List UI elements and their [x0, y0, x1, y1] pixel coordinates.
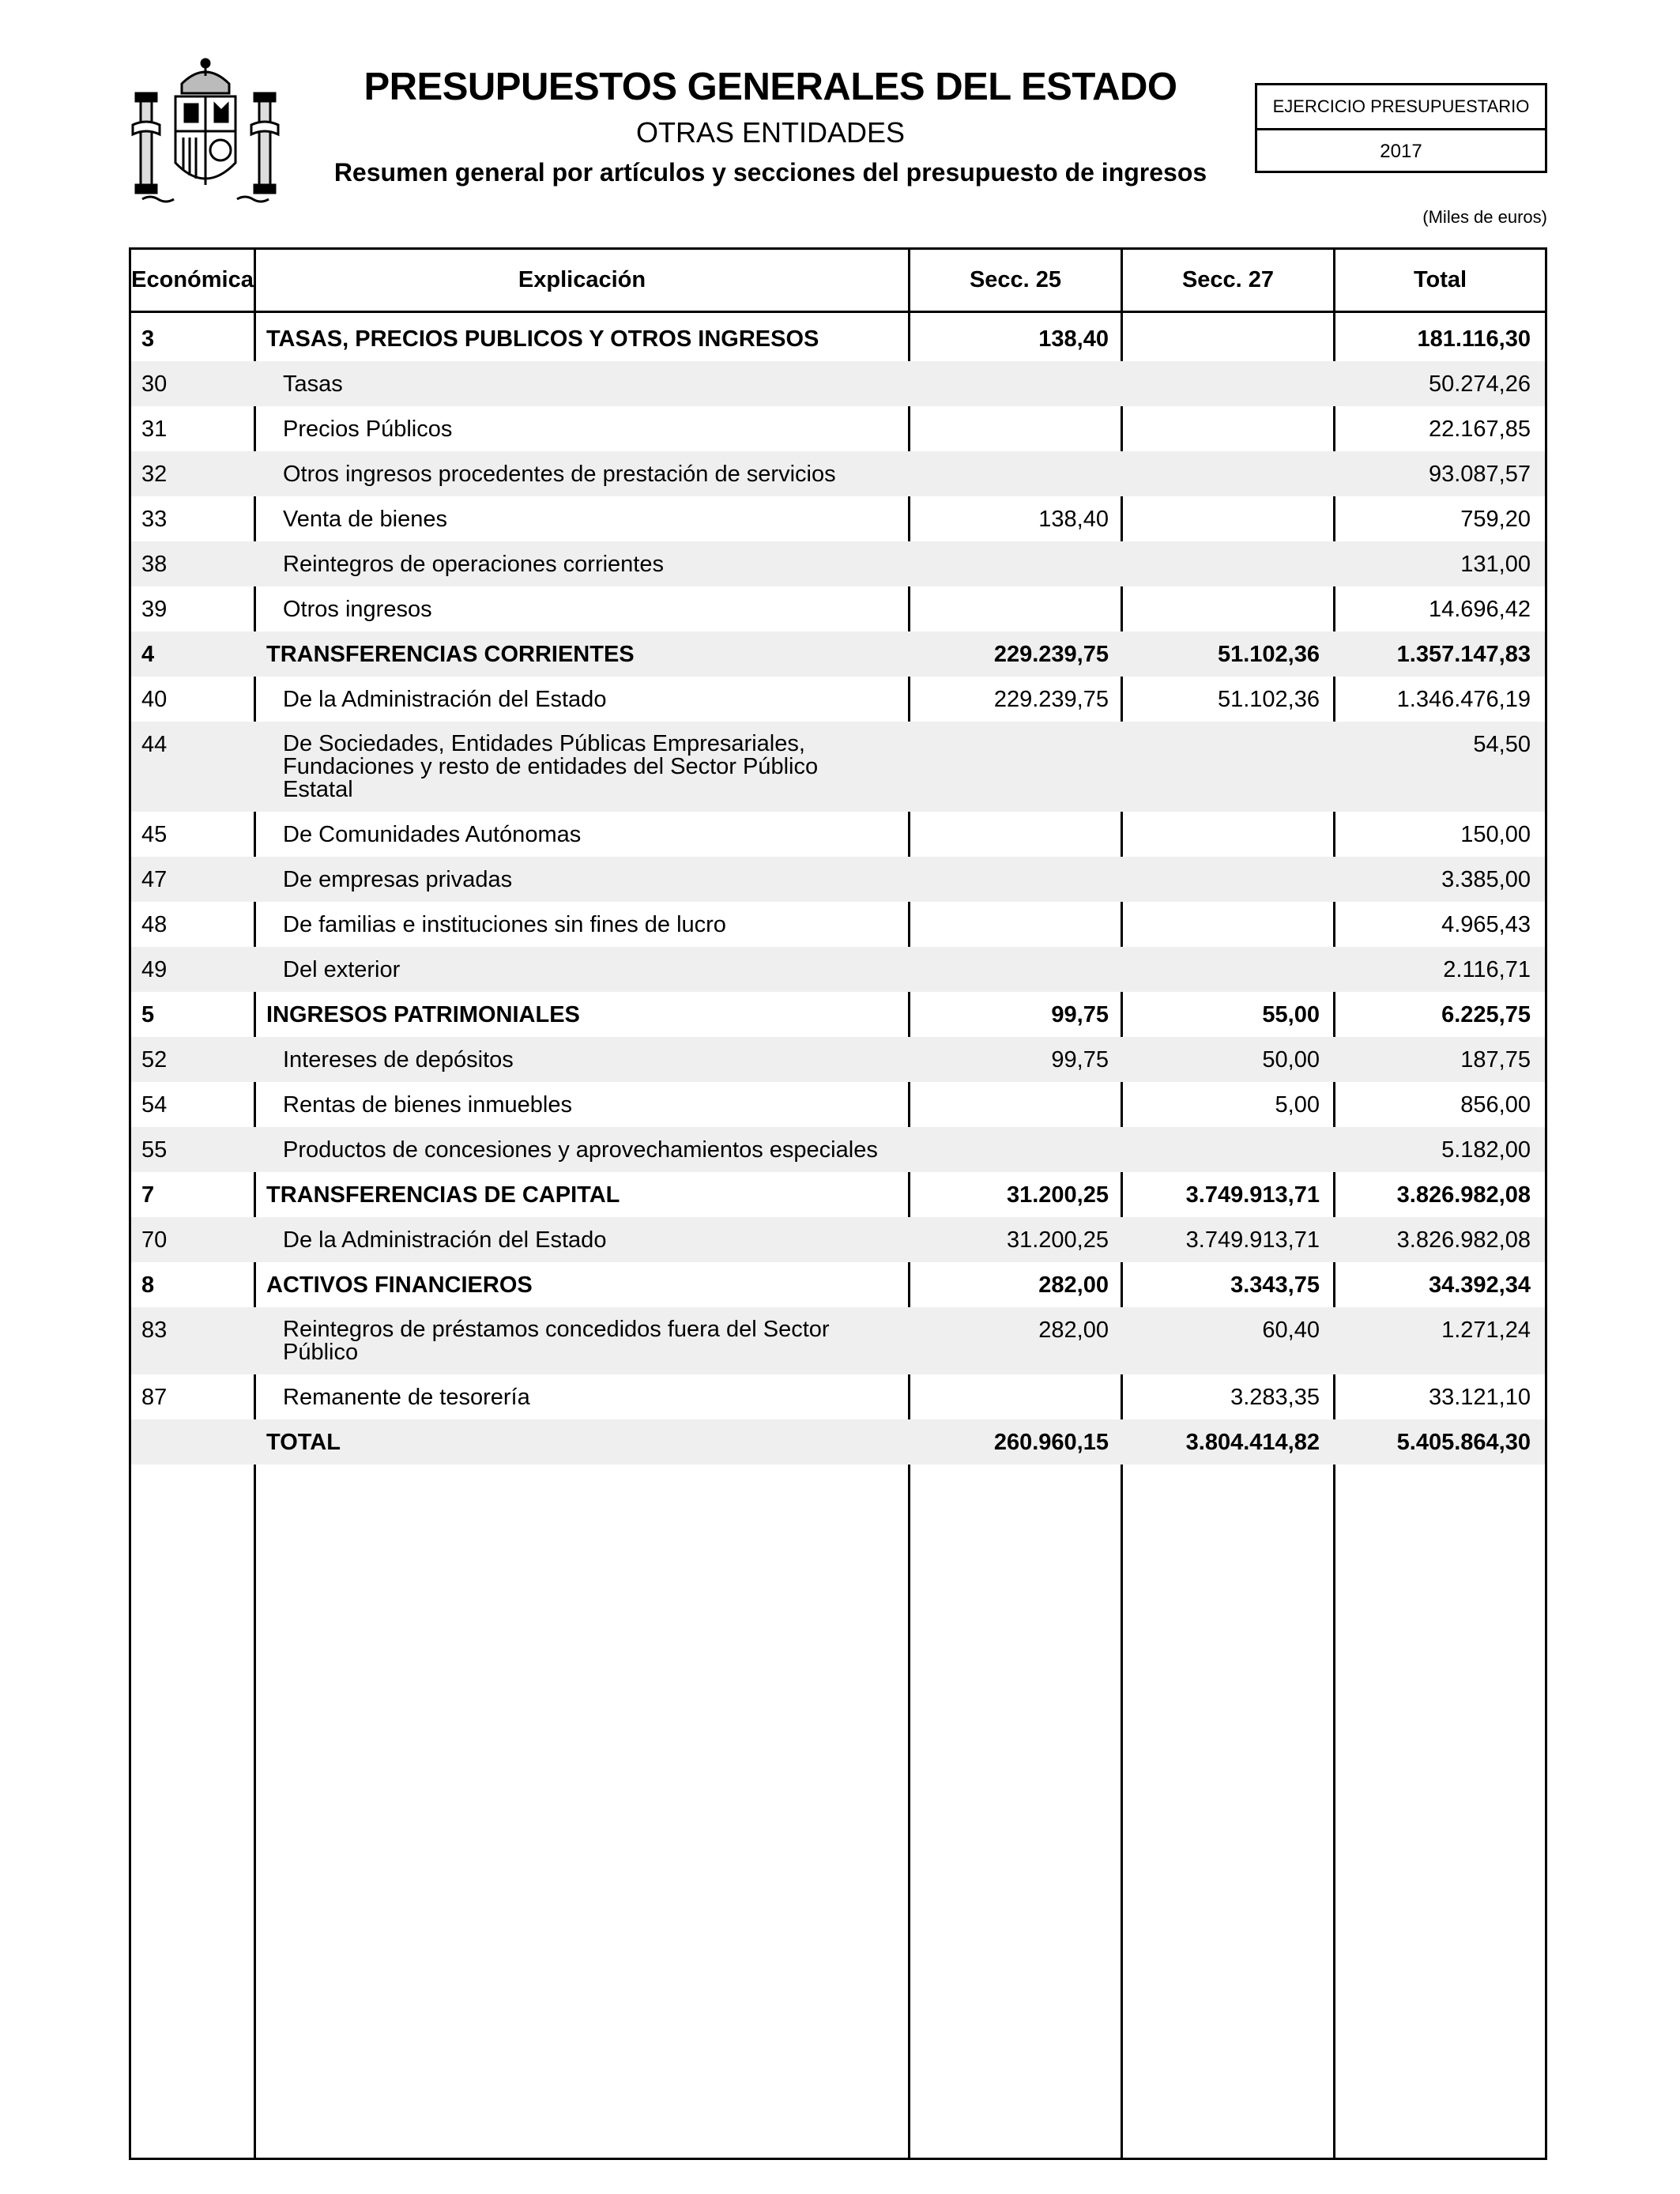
total-value: 1.346.476,19	[1396, 687, 1531, 712]
description	[255, 1307, 908, 1374]
secc25-value: 99,75	[1051, 1047, 1109, 1072]
secc27-value: 60,40	[1262, 1318, 1320, 1343]
secc27-value	[1118, 586, 1329, 631]
economic-code: 54	[141, 1092, 168, 1118]
description: Otros ingresos procedentes de prestación de servicios	[283, 462, 836, 487]
secc27-value: 51.102,36	[1217, 687, 1320, 712]
secc25-value: 138,40	[1038, 507, 1109, 532]
secc27-value	[1118, 857, 1329, 902]
total-value: 54,50	[1473, 732, 1531, 757]
exercise-box	[1255, 83, 1547, 173]
economic-code: 31	[141, 417, 168, 442]
description: Tasas	[283, 371, 343, 397]
secc25-value	[908, 586, 1118, 631]
description-line: Reintegros de préstamos concedidos fuera del Sector	[283, 1317, 830, 1342]
description: Del exterior	[283, 957, 401, 982]
economic-code: 70	[141, 1227, 168, 1253]
table-row	[131, 631, 1545, 677]
description: Productos de concesiones y aprovechamientos especiales	[283, 1137, 878, 1163]
description-line: Público	[283, 1340, 359, 1365]
total-value: 14.696,42	[1428, 597, 1531, 622]
total-value: 2.116,71	[1443, 957, 1531, 982]
column-header-secc27: Secc. 27	[1181, 267, 1275, 292]
secc27-value	[1118, 361, 1329, 406]
secc27-value: 50,00	[1262, 1047, 1320, 1072]
secc25-value: 229.239,75	[993, 642, 1109, 667]
secc27-value	[1118, 1127, 1329, 1172]
table-row	[131, 1307, 1545, 1374]
exercise-year: 2017	[1380, 141, 1422, 162]
secc25-value	[908, 947, 1118, 992]
secc25-value	[908, 541, 1118, 586]
secc27-value: 3.804.414,82	[1185, 1430, 1320, 1455]
table-row	[131, 541, 1545, 586]
description: TOTAL	[266, 1430, 341, 1455]
total-value: 1.357.147,83	[1396, 642, 1531, 667]
total-value: 5.182,00	[1441, 1137, 1531, 1163]
exercise-label: EJERCICIO PRESUPUESTARIO	[1257, 85, 1545, 130]
economic-code: 47	[141, 867, 168, 892]
economic-code: 55	[141, 1137, 168, 1163]
description	[255, 722, 908, 812]
units-label: (Miles de euros)	[1422, 207, 1547, 227]
secc25-value: 31.200,25	[1006, 1182, 1109, 1208]
description: De la Administración del Estado	[283, 687, 607, 712]
economic-code: 5	[141, 1002, 155, 1027]
economic-code: 8	[141, 1272, 155, 1298]
economic-code: 83	[141, 1318, 168, 1343]
description: Venta de bienes	[283, 507, 448, 532]
secc27-value	[1118, 541, 1329, 586]
secc27-value: 3.749.913,71	[1185, 1227, 1320, 1253]
secc27-value: 5,00	[1275, 1092, 1320, 1118]
secc27-value: 3.283,35	[1230, 1385, 1320, 1410]
description: INGRESOS PATRIMONIALES	[266, 1002, 580, 1027]
table-row	[131, 722, 1545, 812]
column-header-economica: Económica	[131, 267, 254, 292]
description: De Comunidades Autónomas	[283, 822, 582, 847]
total-value: 187,75	[1460, 1047, 1531, 1072]
secc25-value: 282,00	[1038, 1318, 1109, 1343]
report-description: Resumen general por artículos y secciones del presupuesto de ingresos	[333, 158, 1207, 187]
description: TRANSFERENCIAS CORRIENTES	[266, 642, 635, 667]
description: Otros ingresos	[283, 597, 432, 622]
total-value: 181.116,30	[1417, 326, 1531, 352]
column-header-explicacion: Explicación	[518, 267, 646, 292]
total-value: 34.392,34	[1428, 1272, 1531, 1298]
secc25-value: 282,00	[1038, 1272, 1109, 1298]
description: TASAS, PRECIOS PUBLICOS Y OTROS INGRESOS	[266, 326, 819, 352]
table-row	[131, 857, 1545, 902]
table-row	[131, 451, 1545, 496]
secc25-value	[908, 361, 1118, 406]
economic-code: 48	[141, 912, 168, 937]
secc27-value	[1118, 406, 1329, 451]
description: Precios Públicos	[283, 417, 453, 442]
description: De empresas privadas	[283, 867, 513, 892]
table-row	[131, 1037, 1545, 1082]
secc27-value: 55,00	[1262, 1002, 1320, 1027]
total-value: 3.826.982,08	[1396, 1227, 1531, 1253]
total-value: 150,00	[1460, 822, 1531, 847]
description: ACTIVOS FINANCIEROS	[266, 1272, 533, 1298]
economic-code: 49	[141, 957, 168, 982]
secc25-value	[908, 1374, 1118, 1419]
table-row	[131, 1262, 1545, 1307]
total-value: 1.271,24	[1441, 1318, 1531, 1343]
secc27-value: 3.749.913,71	[1185, 1182, 1320, 1208]
secc25-value: 31.200,25	[1006, 1227, 1109, 1253]
secc25-value	[908, 406, 1118, 451]
secc27-value	[1118, 812, 1329, 857]
secc25-value: 138,40	[1038, 326, 1109, 352]
description: Reintegros de operaciones corrientes	[283, 552, 664, 577]
description: Intereses de depósitos	[283, 1047, 514, 1072]
table-row	[131, 586, 1545, 631]
economic-code: 30	[141, 371, 168, 397]
table-row	[131, 947, 1545, 992]
table-row	[131, 902, 1545, 947]
table-row	[131, 992, 1545, 1037]
total-value: 33.121,10	[1428, 1385, 1531, 1410]
table-row	[131, 496, 1545, 541]
economic-code: 52	[141, 1047, 168, 1072]
secc27-value	[1118, 722, 1329, 812]
description-line: Fundaciones y resto de entidades del Sector Público	[283, 754, 819, 779]
economic-code: 87	[141, 1385, 168, 1410]
table-row	[131, 316, 1545, 361]
secc25-value	[908, 451, 1118, 496]
secc27-value	[1118, 316, 1329, 361]
secc27-value	[1118, 902, 1329, 947]
total-value: 131,00	[1460, 552, 1531, 577]
table-row	[131, 1374, 1545, 1419]
column-header-total: Total	[1413, 267, 1467, 292]
economic-code: 44	[141, 732, 168, 757]
table-row	[131, 1419, 1545, 1465]
table-row	[131, 1127, 1545, 1172]
total-value: 4.965,43	[1441, 912, 1531, 937]
description: Remanente de tesorería	[283, 1385, 530, 1410]
total-value: 6.225,75	[1441, 1002, 1531, 1027]
table-row	[131, 812, 1545, 857]
economic-code: 32	[141, 462, 168, 487]
secc27-value	[1118, 451, 1329, 496]
economic-code: 33	[141, 507, 168, 532]
table-row	[131, 677, 1545, 722]
description-line: Estatal	[283, 777, 353, 802]
secc27-value: 3.343,75	[1230, 1272, 1320, 1298]
description: Rentas de bienes inmuebles	[283, 1092, 572, 1118]
secc25-value	[908, 902, 1118, 947]
total-value: 93.087,57	[1428, 462, 1531, 487]
column-header-secc25: Secc. 25	[969, 267, 1062, 292]
table-row	[131, 1172, 1545, 1217]
economic-code: 3	[141, 326, 155, 352]
secc27-value	[1118, 947, 1329, 992]
economic-code: 45	[141, 822, 168, 847]
table-row	[131, 361, 1545, 406]
total-value: 856,00	[1460, 1092, 1531, 1118]
economic-code: 39	[141, 597, 168, 622]
table-row	[131, 1217, 1545, 1262]
secc25-value: 260.960,15	[993, 1430, 1109, 1455]
economic-code: 40	[141, 687, 168, 712]
economic-code	[131, 1419, 255, 1465]
document-title: PRESUPUESTOS GENERALES DEL ESTADO	[363, 66, 1177, 108]
economic-code: 38	[141, 552, 168, 577]
total-value: 3.826.982,08	[1396, 1182, 1531, 1208]
description: De familias e instituciones sin fines de lucro	[283, 912, 726, 937]
total-value: 759,20	[1460, 507, 1531, 532]
secc25-value	[908, 857, 1118, 902]
total-value: 3.385,00	[1441, 867, 1531, 892]
secc25-value	[908, 722, 1118, 812]
secc27-value	[1118, 496, 1329, 541]
header-divider	[129, 311, 1547, 313]
secc27-value: 51.102,36	[1217, 642, 1320, 667]
secc25-value	[908, 1082, 1118, 1127]
secc25-value: 99,75	[1051, 1002, 1109, 1027]
description: De la Administración del Estado	[283, 1227, 607, 1253]
entity-subtitle: OTRAS ENTIDADES	[635, 116, 906, 149]
table-row	[131, 406, 1545, 451]
table-body	[131, 316, 1545, 1465]
table-row	[131, 1082, 1545, 1127]
description-line: De Sociedades, Entidades Públicas Empresariales,	[283, 731, 805, 756]
total-value: 50.274,26	[1428, 371, 1531, 397]
economic-code: 7	[141, 1182, 155, 1208]
description: TRANSFERENCIAS DE CAPITAL	[266, 1182, 620, 1208]
secc25-value	[908, 1127, 1118, 1172]
total-value: 5.405.864,30	[1396, 1430, 1531, 1455]
economic-code: 4	[141, 642, 155, 667]
secc25-value	[908, 812, 1118, 857]
secc25-value: 229.239,75	[993, 687, 1109, 712]
total-value: 22.167,85	[1428, 417, 1531, 442]
